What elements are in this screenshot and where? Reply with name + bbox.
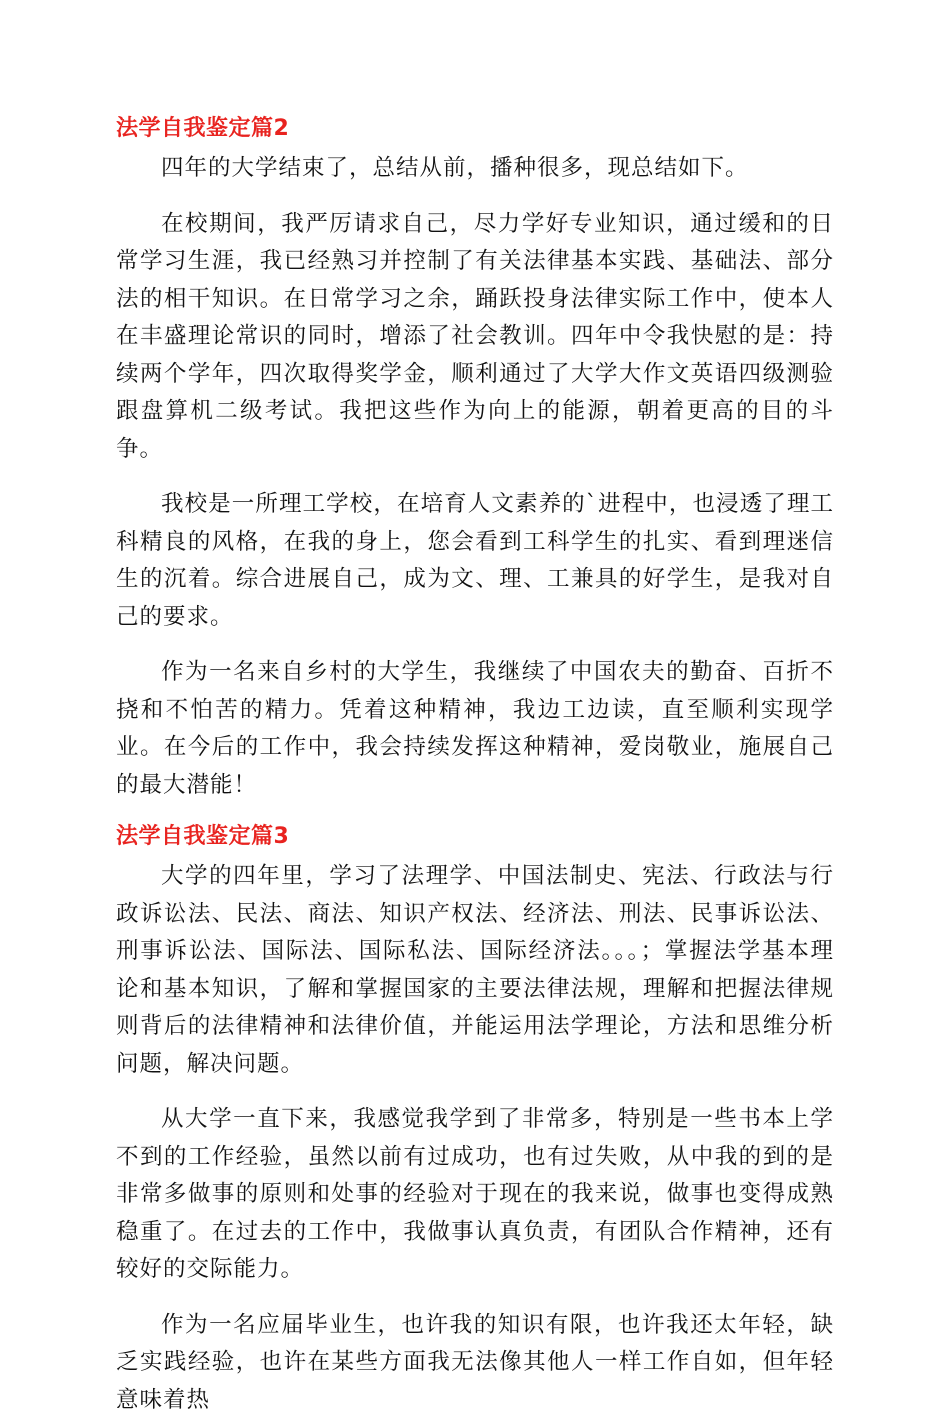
paragraph: 四年的大学结束了，总结从前，播种很多，现总结如下。 — [116, 150, 834, 188]
section-2 — [116, 114, 834, 804]
section-heading: 法学自我鉴定篇3 — [116, 822, 834, 852]
section-3 — [116, 822, 834, 1419]
section-heading: 法学自我鉴定篇2 — [116, 114, 834, 144]
paragraph: 作为一名应届毕业生，也许我的知识有限，也许我还太年轻，缺乏实践经验，也许在某些方面我无法像其他人一样工作自如，但年轻意味着热 — [116, 1307, 834, 1419]
paragraph: 在校期间，我严厉请求自己，尽力学好专业知识，通过缓和的日常学习生涯，我已经熟习并控制了有关法律基本实践、基础法、部分法的相干知识。在日常学习之余，踊跃投身法律实际工作中，使本人在丰盛理论常识的同时，增添了社会教训。四年中令我快慰的是：持续两个学年，四次取得奖学金，顺利通过了大学大作文英语四级测验跟盘算机二级考试。我把这些作为向上的能源，朝着更高的目的斗争。 — [116, 206, 834, 469]
paragraph: 大学的四年里，学习了法理学、中国法制史、宪法、行政法与行政诉讼法、民法、商法、知识产权法、经济法、刑法、民事诉讼法、刑事诉讼法、国际法、国际私法、国际经济法。。。；掌握法学基本理论和基本知识，了解和掌握国家的主要法律法规，理解和把握法律规则背后的法律精神和法律价值，并能运用法学理论，方法和思维分析问题，解决问题。 — [116, 858, 834, 1083]
paragraph: 我校是一所理工学校，在培育人文素养的`进程中，也浸透了理工科精良的风格，在我的身上，您会看到工科学生的扎实、看到理迷信生的沉着。综合进展自己，成为文、理、工兼具的好学生，是我对自己的要求。 — [116, 486, 834, 636]
paragraph: 作为一名来自乡村的大学生，我继续了中国农夫的勤奋、百折不挠和不怕苦的精力。凭着这种精神，我边工边读，直至顺利实现学业。在今后的工作中，我会持续发挥这种精神，爱岗敬业，施展自己的最大潜能！ — [116, 654, 834, 804]
paragraph: 从大学一直下来，我感觉我学到了非常多，特别是一些书本上学不到的工作经验，虽然以前有过成功，也有过失败，从中我的到的是非常多做事的原则和处事的经验对于现在的我来说，做事也变得成熟稳重了。在过去的工作中，我做事认真负责，有团队合作精神，还有较好的交际能力。 — [116, 1101, 834, 1289]
